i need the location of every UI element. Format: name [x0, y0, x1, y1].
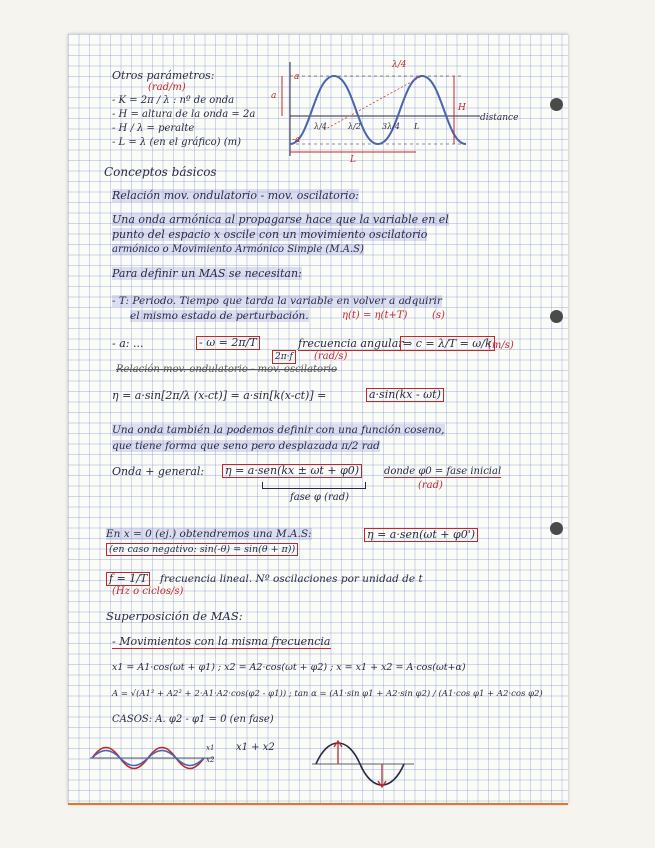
- period-line: - T: Periodo. Tiempo que tarda la variable en volver a adquirir: [112, 295, 442, 307]
- graph-q1: λ/4: [314, 122, 327, 131]
- eta-formula: η = a·sin[2π/λ (x-ct)] = a·sin[k(x-ct)] =: [112, 389, 327, 402]
- eta-box: a·sin(kx - ωt): [366, 388, 444, 402]
- section-heading-superposicion: Superposición de MAS:: [106, 609, 243, 623]
- k-definition: - K = 2π / λ : nº de onda: [112, 95, 235, 106]
- general-label: Onda + general:: [112, 465, 205, 478]
- section-heading-conceptos: Conceptos básicos: [104, 165, 217, 179]
- peralte-definition: - H / λ = peralte: [112, 123, 195, 134]
- l-definition: - L = λ (en el gráfico) (m): [112, 137, 241, 148]
- graph-top-label: λ/4: [392, 60, 407, 70]
- k-unit: (rad/m): [148, 82, 186, 93]
- wave-curve: [290, 76, 466, 144]
- fase-bracket: [262, 482, 366, 489]
- superposicion-subheading: - Movimientos con la misma frecuencia: [112, 635, 331, 648]
- wave-graph: [262, 58, 524, 164]
- x0-negative-note: (en caso negativo: sin(-θ) = sin(θ + π)): [106, 544, 298, 556]
- graph-q3: 3λ/4: [382, 122, 400, 131]
- x1-plus-x2-label: x1 + x2: [236, 742, 275, 753]
- subheading-relacion: Relación mov. ondulatorio - mov. oscilatorio:: [112, 189, 359, 202]
- general-rad: (rad): [418, 480, 443, 491]
- superposition-eq2: A = √(A1² + A2² + 2·A1·A2·cos(φ2 - φ1)) ; tan α = (A1·sin φ1 + A2·sin φ2) / (A1·cos φ1 + A2·cos φ2): [112, 689, 543, 699]
- graph-q2: λ/2: [348, 122, 361, 131]
- graph-distance-label: distance: [480, 113, 519, 123]
- omega-sub-box: 2π·f: [272, 350, 296, 364]
- parameters-title: Otros parámetros:: [112, 69, 215, 82]
- paragraph-line: Una onda armónica al propagarse hace que la variable en el: [112, 213, 449, 226]
- fase-label: fase φ (rad): [290, 492, 350, 503]
- f-formula-box: f = 1/T: [106, 572, 150, 586]
- graph-l-mark: L: [414, 122, 420, 131]
- graph-a-top: a: [294, 72, 300, 82]
- paragraph-line: punto del espacio x oscile con un movimiento oscilatorio: [112, 228, 428, 241]
- x0-line: En x = 0 (ej.) obtendremos una M.A.S:: [106, 528, 312, 540]
- small-x2-label: x2: [206, 756, 215, 764]
- struck-text: Relación mov. ondulatorio - mov. oscilatorio: [116, 364, 338, 375]
- sum-sketch: [310, 734, 420, 794]
- x0-box: η = a·sen(ωt + φ0'): [364, 528, 478, 542]
- coseno-line: Una onda también la podemos definir con una función coseno,: [112, 424, 445, 436]
- f-label: frecuencia lineal. Nº oscilaciones por unidad de t: [160, 573, 423, 585]
- binder-hole-icon: [550, 98, 563, 111]
- omega-formula-box: - ω = 2π/T: [196, 336, 260, 350]
- small-x1-label: x1: [206, 744, 215, 752]
- general-where: donde φ0 = fase inicial: [384, 466, 502, 477]
- mas-intro: Para definir un MAS se necesitan:: [112, 267, 302, 280]
- h-definition: - H = altura de la onda = 2a: [112, 109, 256, 120]
- in-phase-sketch: [88, 736, 228, 776]
- omega-unit: (rad/s): [314, 351, 348, 362]
- c-unit: (m/s): [488, 340, 514, 351]
- general-formula-box: η = a·sen(kx ± ωt + φ0): [222, 464, 362, 478]
- graph-a-side: a: [271, 91, 277, 101]
- casos-line: CASOS: A. φ2 - φ1 = 0 (en fase): [112, 714, 274, 725]
- graph-h-side: H: [458, 103, 466, 113]
- f-unit: (Hz o ciclos/s): [112, 586, 184, 597]
- period-line: el mismo estado de perturbación.: [130, 310, 309, 322]
- binder-hole-icon: [550, 310, 563, 323]
- omega-label: frecuencia angular: [298, 337, 404, 350]
- period-unit: (s): [432, 310, 445, 321]
- superposition-eq1: x1 = A1·cos(ωt + φ1) ; x2 = A2·cos(ωt + φ2) ; x = x1 + x2 = A·cos(ωt+α): [112, 662, 466, 673]
- period-formula: η(t) = η(t+T): [342, 310, 408, 321]
- binder-hole-icon: [550, 522, 563, 535]
- page-bottom-margin-line: [68, 803, 568, 805]
- paragraph-line: armónico o Movimiento Armónico Simple (M.A.S): [112, 244, 364, 255]
- graph-a-bottom: -a: [292, 135, 301, 145]
- omega-prefix: - a: ...: [112, 337, 144, 350]
- c-formula: ⇒ c = λ/T = ω/k: [400, 338, 495, 350]
- coseno-line: que tiene forma que seno pero desplazada π/2 rad: [112, 440, 380, 452]
- graph-l-bottom: L: [350, 155, 356, 164]
